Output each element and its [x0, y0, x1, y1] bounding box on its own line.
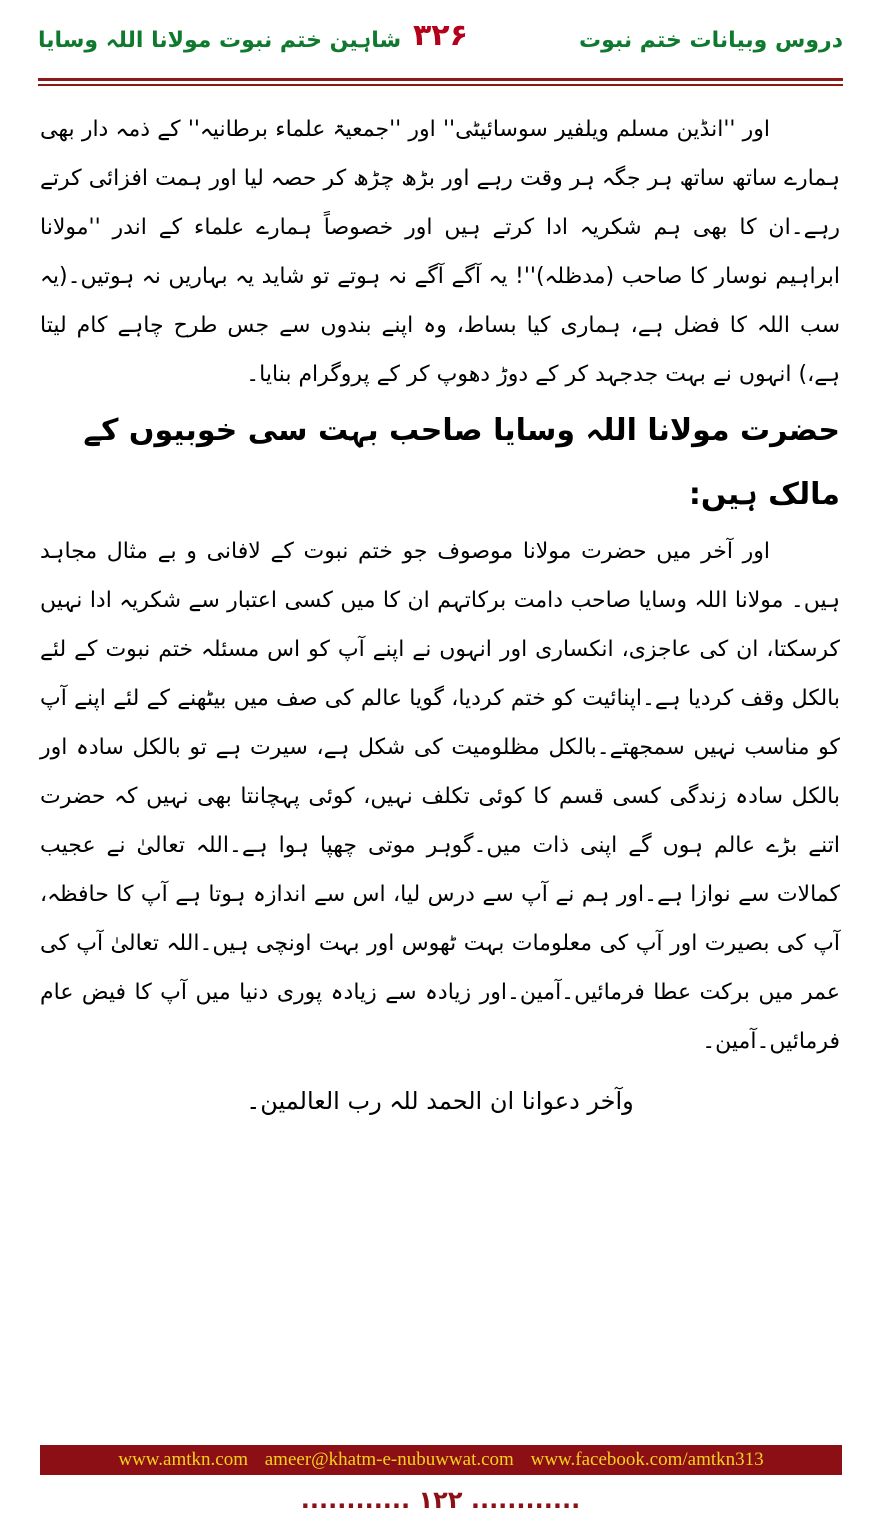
paragraph-tribute: اور آخر میں حضرت مولانا موصوف جو ختم نبوت کے لافانی و بے مثال مجاہد ہیں۔ مولانا اللہ وسایا صاحب دامت برکاتہم ان کا میں کسی اعتبار سے شکریہ ادا نہیں کرسکتا، ان کی عاجزی، انکساری اور انہوں نے اپنے آپ کو اس مسئلہ ختم نبوت کے لئے بالکل وقف کردیا ہے۔اپنائیت کو ختم کردیا، گویا عالم کی صف میں بیٹھنے کے لئے اپنے آپ کو مناسب نہیں سمجھتے۔بالکل مظلومیت کی شکل ہے، سیرت ہے تو بالکل سادہ اور بالکل سادہ زندگی کسی قسم کا کوئی تکلف نہیں، کوئی پہچانتا بھی نہیں کہ حضرت اتنے بڑے عالم ہوں گے اپنی ذات میں۔گوہر موتی چھپا ہوا ہے۔اللہ تعالیٰ نے عجیب کمالات سے نوازا ہے۔اور ہم نے آپ سے درس لیا، اس سے اندازہ ہوتا ہے آپ کا حافظہ، آپ کی بصیرت اور آپ کی معلومات بہت ٹھوس اور بہت اونچی ہیں۔اللہ تعالیٰ آپ کی عمر میں برکت عطا فرمائیں۔آمین۔اور زیادہ سے زیادہ پوری دنیا میں آپ کا فیض عام فرمائیں۔آمین۔	[40, 539, 840, 1054]
page-number-footer	[0, 1486, 881, 1514]
page-header	[38, 18, 843, 62]
book-title: دروس وبیانات ختم نبوت	[579, 28, 843, 53]
dots-right: ............	[470, 1486, 581, 1514]
closing-prayer: وآخر دعوانا ان الحمد للہ رب العالمین۔	[246, 1087, 634, 1115]
page-number: ۱۲۲	[418, 1486, 463, 1514]
facebook-link[interactable]: www.facebook.com/amtkn313	[530, 1449, 764, 1470]
footer-links-bar	[40, 1445, 842, 1475]
email-link[interactable]: ameer@khatm-e-nubuwwat.com	[264, 1449, 514, 1470]
book-author-title: شاہین ختم نبوت مولانا اللہ وسایا	[38, 28, 402, 53]
header-divider	[38, 78, 843, 81]
header-divider-thin	[38, 84, 843, 86]
header-page-number: ۳۲۶	[413, 18, 468, 53]
page-body	[40, 105, 840, 1126]
paragraph-acknowledgements: اور ''انڈین مسلم ویلفیر سوسائیٹی'' اور ''جمعیۃ علماء برطانیہ'' کے ذمہ دار بھی ہمارے ساتھ ساتھ ہر جگہ ہر وقت رہے اور بڑھ چڑھ کر حصہ لیا اور ہمت افزائی کرتے رہے۔ان کا بھی ہم شکریہ ادا کرتے ہیں اور خصوصاً ہمارے علماء کے اندر ''مولانا ابراہیم نوسار کا صاحب (مدظلہ)''! یہ آگے آگے نہ ہوتے تو شاید یہ بہاریں نہ ہوتیں۔(یہ سب اللہ کا فضل ہے، ہماری کیا بساط، وہ اپنے بندوں سے جس طرح چاہے کام لیتا ہے،) انہوں نے بہت جدجہد کر کے دوڑ دھوپ کر کے پروگرام بنایا۔	[40, 117, 840, 387]
website-link[interactable]: www.amtkn.com	[118, 1449, 248, 1470]
dots-left: ............	[300, 1486, 411, 1514]
section-heading: حضرت مولانا اللہ وسایا صاحب بہت سی خوبیوں کے مالک ہیں:	[83, 413, 840, 512]
